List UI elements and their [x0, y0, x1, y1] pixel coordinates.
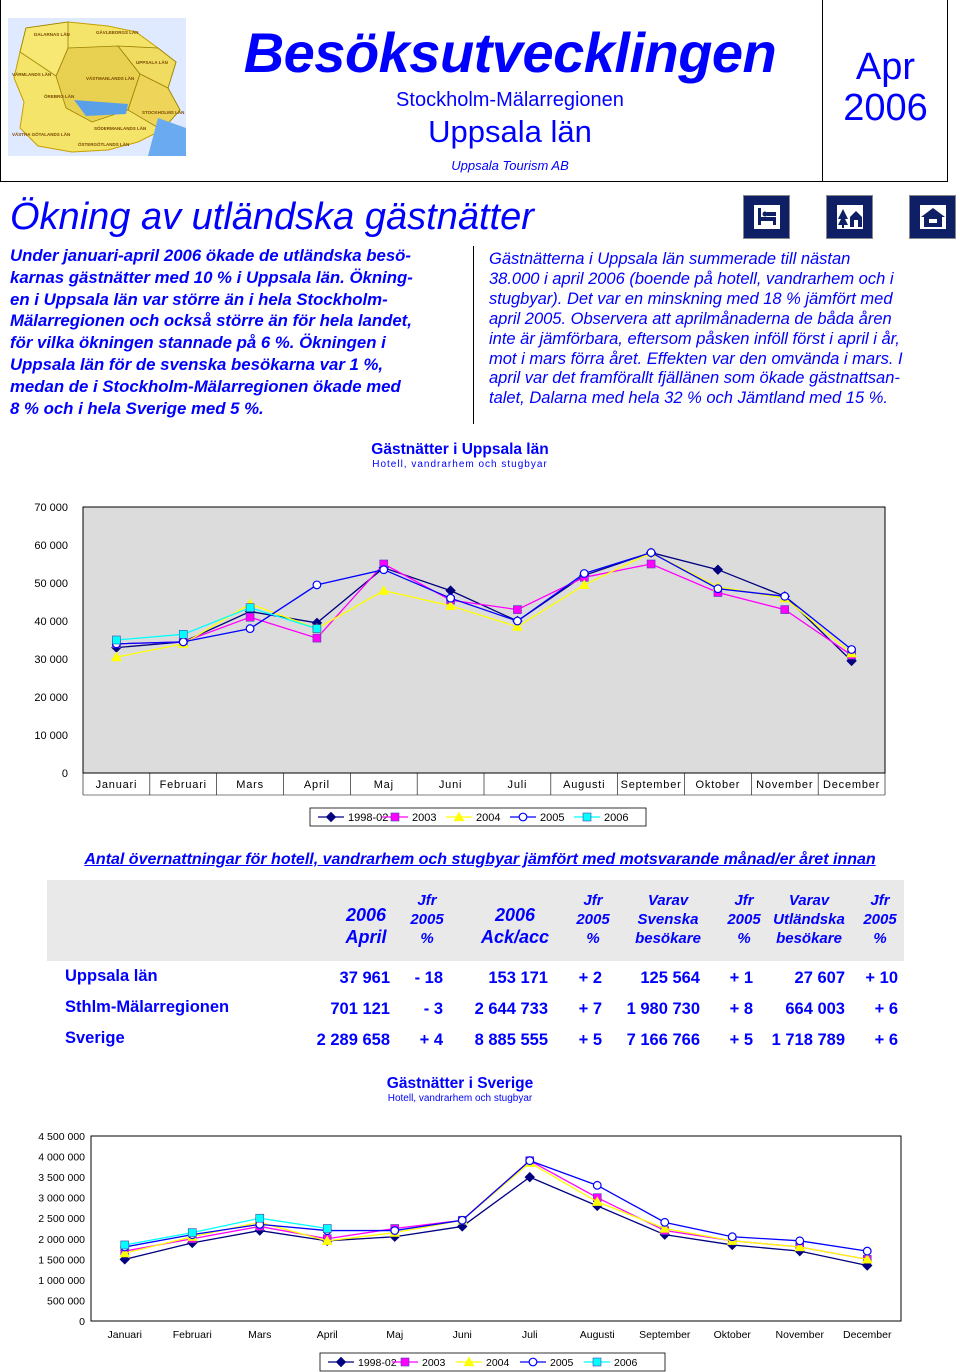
- map-label: VÄSTMANLANDS LÄN: [86, 76, 135, 81]
- table-header-april: [330, 904, 402, 948]
- text-line: Mälarregionen och också större än för hela landet,: [10, 311, 412, 331]
- legend-label: 2004: [476, 812, 501, 824]
- table-cell: 37 961: [339, 969, 390, 987]
- chart2-svg: [0, 1120, 960, 1372]
- y-tick-label: 500 000: [47, 1295, 85, 1308]
- y-tick-label: 4 500 000: [38, 1131, 85, 1143]
- y-tick-label: 1 000 000: [38, 1274, 85, 1287]
- text-line: medan de i Stockholm-Mälarregionen ökade med: [10, 376, 401, 396]
- text-line: 38.000 i april 2006 (boende på hotell, vandrarhem och i: [489, 269, 894, 288]
- header-line: Varav: [647, 892, 689, 909]
- table-cell: 1 718 789: [771, 1031, 845, 1049]
- x-tick-label: Oktober: [713, 1329, 751, 1341]
- legend-label: 2006: [614, 1357, 638, 1369]
- chart1-svg: [0, 490, 960, 835]
- region-name: Stockholm-Mälarregionen: [396, 89, 624, 111]
- header-line: 2005: [727, 911, 761, 928]
- data-point: [514, 617, 522, 625]
- chart2-title: Gästnätter i Sverige: [386, 1075, 534, 1092]
- x-tick-label: April: [303, 779, 330, 791]
- table-header-jfr2: [568, 891, 618, 948]
- x-tick-label: Augusti: [579, 1329, 615, 1341]
- header-line: besökare: [635, 930, 701, 947]
- y-tick-label: 30 000: [34, 654, 68, 666]
- plot-area: [83, 507, 885, 773]
- x-tick-label: Februari: [172, 1329, 212, 1341]
- legend-label: 2005: [540, 812, 565, 824]
- y-tick-label: 2 000 000: [38, 1233, 85, 1246]
- y-tick-label: 1 500 000: [38, 1254, 85, 1267]
- header-line: April: [345, 927, 387, 947]
- data-point: [458, 1216, 466, 1224]
- period-year: 2006: [843, 87, 928, 129]
- x-tick-label: Februari: [159, 779, 207, 791]
- x-tick-label: Augusti: [563, 779, 606, 791]
- data-point: [647, 560, 655, 568]
- header-line: %: [737, 930, 751, 947]
- data-point: [179, 638, 187, 646]
- y-tick-label: 70 000: [34, 502, 68, 514]
- x-tick-label: Mars: [236, 779, 264, 791]
- page-title: Besöksutvecklingen: [243, 21, 777, 84]
- legend-label: 2003: [412, 812, 437, 824]
- header-center: [196, 0, 824, 182]
- text-line: stugbyar). Det var en minskning med 18 % jämfört med: [489, 289, 893, 308]
- legend-marker: [583, 813, 591, 821]
- x-tick-label: Maj: [386, 1329, 404, 1341]
- table-cell: 1 980 730: [626, 1000, 700, 1018]
- period-month: Apr: [855, 46, 916, 88]
- data-point: [848, 646, 856, 654]
- x-tick-label: Januari: [95, 779, 138, 791]
- data-point: [781, 592, 789, 600]
- table-cell: 8 885 555: [474, 1031, 548, 1049]
- legend-label: 2005: [550, 1357, 574, 1369]
- data-point: [647, 549, 655, 557]
- text-line: Gästnätterna i Uppsala län summerade till nästan: [489, 250, 851, 268]
- chart2-title-block: [260, 1075, 660, 1104]
- legend-label: 1998-02: [348, 812, 389, 824]
- data-point: [380, 566, 388, 574]
- row-label: Sverige: [65, 1029, 125, 1047]
- header-line: 2006: [494, 905, 536, 925]
- column-divider: [473, 246, 474, 424]
- y-tick-label: 0: [79, 1316, 85, 1328]
- cabin-icon: [909, 195, 956, 239]
- text-line: karnas gästnätter med 10 % i Uppsala län. Ökning-: [10, 267, 413, 287]
- legend-label: 2006: [604, 812, 629, 824]
- map-label: UPPSALA LÄN: [136, 60, 168, 65]
- header-line: Ack/acc: [480, 927, 550, 947]
- y-tick-label: 4 000 000: [38, 1151, 85, 1164]
- text-line: Uppsala län för de svenska besökarna var 1 %,: [10, 354, 384, 374]
- table-cell: + 5: [729, 1031, 753, 1049]
- table-cell: + 8: [729, 1000, 753, 1018]
- map-label: VÄRMLANDS LÄN: [12, 72, 52, 77]
- y-tick-label: 3 500 000: [38, 1172, 85, 1185]
- map-label: SÖDERMANLANDS LÄN: [94, 126, 147, 131]
- map-label: ÖSTERGÖTLANDS LÄN: [78, 142, 130, 147]
- table-cell: + 6: [874, 1000, 898, 1018]
- data-point: [246, 613, 254, 621]
- table-header-jfr3: [720, 891, 768, 948]
- chart2-subtitle: Hotell, vandrarhem och stugbyar: [387, 1093, 533, 1104]
- data-point: [513, 606, 521, 614]
- table-header-jfr4: [856, 891, 904, 948]
- row-label: Uppsala län: [65, 967, 158, 985]
- map-label: ÖREBRO LÄN: [44, 94, 75, 99]
- map-label: STOCKHOLMS LÄN: [142, 110, 185, 115]
- data-point: [323, 1225, 331, 1233]
- x-tick-label: Juni: [438, 779, 463, 791]
- table-title: Antal övernattningar för hotell, vandrarhem och stugbyar jämfört med motsvarande månad/er året innan: [84, 851, 876, 868]
- y-tick-label: 20 000: [34, 692, 68, 704]
- x-tick-label: December: [823, 779, 881, 791]
- table-cell: 2 289 658: [316, 1031, 390, 1049]
- legend-label: 2004: [486, 1357, 510, 1369]
- header-line: Varav: [788, 892, 830, 909]
- x-tick-label: September: [620, 779, 682, 791]
- x-tick-label: Juli: [507, 779, 528, 791]
- text-line: 8 % och i hela Sverige med 5 %.: [10, 398, 264, 418]
- table-header-svenska: [622, 891, 714, 948]
- header-line: Jfr: [583, 892, 603, 909]
- header-line: Utländska: [773, 911, 845, 928]
- y-tick-label: 60 000: [34, 540, 68, 552]
- text-line: april var det framförallt fjällänen som ökade gästnattsan-: [489, 369, 900, 388]
- header-line: %: [586, 930, 600, 947]
- data-point: [593, 1182, 601, 1190]
- data-point: [188, 1229, 196, 1237]
- x-tick-label: Juli: [521, 1329, 538, 1341]
- header-period: [822, 0, 948, 182]
- header-line: Jfr: [870, 892, 890, 909]
- table-cell: 27 607: [794, 969, 845, 987]
- text-line: inte är jämförbara, eftersom påsken inföll först i april i år,: [489, 329, 900, 348]
- header-line: %: [873, 930, 887, 947]
- header-line: Jfr: [734, 892, 754, 909]
- text-line: en i Uppsala län var större än i hela Stockholm-: [10, 289, 388, 309]
- text-line: april 2005. Observera att aprilmånaderna de båda åren: [489, 309, 892, 328]
- data-point: [246, 625, 254, 633]
- data-point: [256, 1214, 264, 1222]
- map-label: GÄVLEBORGS LÄN: [96, 30, 139, 35]
- data-point: [313, 625, 321, 633]
- table-cell: + 4: [419, 1031, 443, 1049]
- table-cell: - 18: [414, 969, 443, 987]
- data-point: [112, 636, 120, 644]
- y-tick-label: 40 000: [34, 616, 68, 628]
- header-line: 2005: [863, 911, 897, 928]
- data-point: [447, 594, 455, 602]
- row-label: Sthlm-Mälarregionen: [65, 998, 230, 1016]
- table-cell: + 7: [578, 1000, 602, 1018]
- table-cell: 125 564: [640, 969, 700, 987]
- x-tick-label: April: [316, 1329, 338, 1341]
- table-cell: + 1: [729, 969, 753, 987]
- data-point: [526, 1157, 534, 1165]
- x-tick-label: November: [756, 779, 814, 791]
- hotel-icon: [743, 195, 790, 239]
- header-line: Svenska: [637, 911, 699, 928]
- data-point: [781, 606, 789, 614]
- table-cell: 701 121: [330, 1000, 390, 1018]
- map-label: VÄSTRA GÖTALANDS LÄN: [12, 132, 71, 137]
- region-map: [8, 18, 186, 156]
- data-point: [728, 1233, 736, 1241]
- table-cell: + 6: [874, 1031, 898, 1049]
- x-tick-label: Mars: [248, 1329, 272, 1341]
- intro-text-right: [489, 250, 959, 409]
- y-tick-label: 50 000: [34, 578, 68, 590]
- x-tick-label: Maj: [373, 779, 394, 791]
- data-point: [246, 604, 254, 612]
- data-point: [179, 630, 187, 638]
- header-line: Jfr: [417, 892, 437, 909]
- data-point: [863, 1247, 871, 1255]
- y-tick-label: 3 000 000: [38, 1192, 85, 1205]
- text-line: Under januari-april 2006 ökade de utländska besö-: [10, 246, 412, 265]
- data-point: [313, 634, 321, 642]
- table-cell: + 5: [578, 1031, 602, 1049]
- data-point: [391, 1227, 399, 1235]
- hostel-icon: [826, 195, 873, 239]
- chart1-subtitle: Hotell, vandrarhem och stugbyar: [372, 459, 548, 470]
- data-point: [121, 1241, 129, 1249]
- legend-marker: [401, 1358, 409, 1366]
- organization-name: Uppsala Tourism AB: [451, 158, 569, 173]
- legend-label: 1998-02: [358, 1357, 397, 1369]
- x-tick-label: Oktober: [695, 779, 741, 791]
- x-tick-label: November: [775, 1329, 824, 1341]
- table-cell: 7 166 766: [626, 1031, 700, 1049]
- header-line: 2005: [576, 911, 610, 928]
- accommodation-icons: [743, 195, 956, 239]
- y-tick-label: 2 500 000: [38, 1213, 85, 1226]
- table-cell: 664 003: [785, 1000, 845, 1018]
- legend-marker: [391, 813, 399, 821]
- legend-marker: [593, 1358, 601, 1366]
- x-tick-label: December: [843, 1329, 892, 1341]
- header-line: 2005: [410, 911, 444, 928]
- x-tick-label: September: [639, 1329, 691, 1341]
- legend: [310, 808, 646, 826]
- y-tick-label: 10 000: [34, 730, 68, 742]
- table-header-jfr1: [405, 891, 449, 948]
- legend-label: 2003: [422, 1357, 446, 1369]
- chart1-title-block: [260, 441, 660, 470]
- data-point: [313, 581, 321, 589]
- table-cell: 2 644 733: [474, 1000, 548, 1018]
- header-line: %: [420, 930, 434, 947]
- map-label: DALARNAS LÄN: [34, 32, 70, 37]
- x-tick-label: Juni: [452, 1329, 472, 1341]
- county-name: Uppsala län: [428, 114, 592, 149]
- data-point: [661, 1219, 669, 1227]
- table-header-ack: [470, 904, 560, 948]
- header-line: 2006: [345, 905, 387, 925]
- table-header-utlandska: [764, 891, 854, 948]
- table-cell: - 3: [423, 1000, 443, 1018]
- legend-marker: [519, 813, 527, 821]
- chart1-title: Gästnätter i Uppsala län: [371, 441, 549, 458]
- x-tick-label: Januari: [107, 1329, 142, 1341]
- data-point: [796, 1237, 804, 1245]
- table-cell: + 10: [865, 969, 898, 987]
- data-point: [580, 570, 588, 578]
- data-point: [714, 585, 722, 593]
- legend: [320, 1353, 665, 1371]
- header-line: besökare: [776, 930, 842, 947]
- table-cell: 153 171: [488, 969, 548, 987]
- table-cell: + 2: [578, 969, 602, 987]
- legend-marker: [529, 1358, 537, 1366]
- intro-text-left: [10, 245, 466, 419]
- text-line: talet, Dalarna med hela 32 % och Jämtland med 15 %.: [489, 389, 888, 408]
- text-line: för vilka ökningen stannade på 6 %. Ökningen i: [10, 333, 386, 353]
- text-line: mot i mars förra året. Effekten var den omvända i mars. I: [489, 349, 903, 368]
- y-tick-label: 0: [61, 768, 68, 780]
- headline: Ökning av utländska gästnätter: [10, 196, 534, 238]
